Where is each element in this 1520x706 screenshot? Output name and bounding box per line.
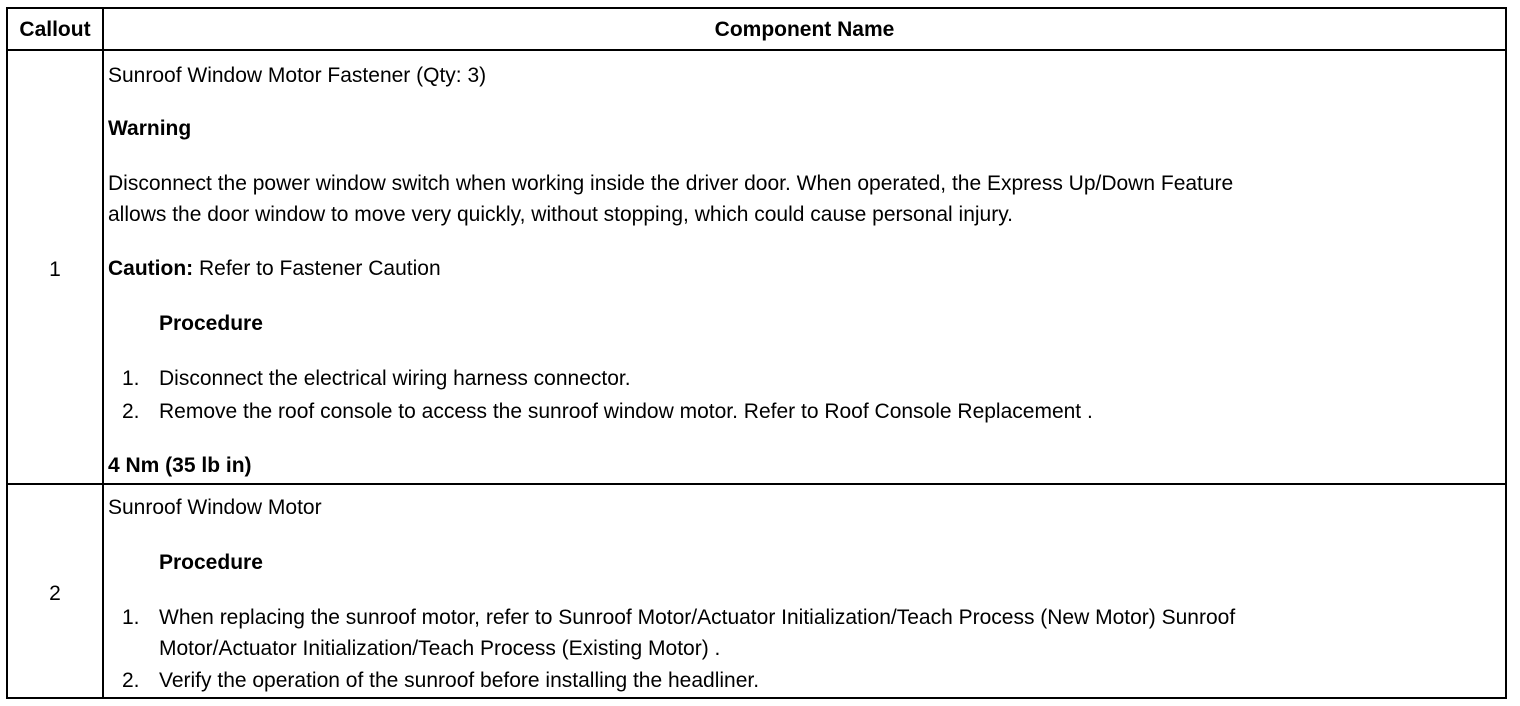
row-2-title: Sunroof Window Motor — [108, 496, 322, 519]
header-divider — [8, 49, 1505, 51]
header-callout: Callout — [19, 18, 91, 41]
caution-line — [108, 253, 441, 284]
row-1-step-1-number: 1. — [122, 367, 140, 390]
warning-text-line-2: allows the door window to move very quickly, without stopping, which could cause personal injury. — [108, 203, 1014, 226]
row-2-step-1-text-line-1: When replacing the sunroof motor, refer to Sunroof Motor/Actuator Initialization/Teach Process (New Motor) Sunroof — [159, 606, 1236, 629]
row-2-step-2-number: 2. — [122, 669, 140, 692]
row-1-step-1-text: Disconnect the electrical wiring harness connector. — [159, 367, 631, 390]
warning-text-line-1: Disconnect the power window switch when working inside the driver door. When operated, the Express Up/Down Feature — [108, 172, 1234, 195]
warning-heading: Warning — [108, 117, 192, 140]
components-table — [6, 7, 1507, 699]
row-1-title: Sunroof Window Motor Fastener (Qty: 3) — [108, 64, 487, 87]
row-1-step-2-text: Remove the roof console to access the sunroof window motor. Refer to Roof Console Replacement . — [159, 400, 1093, 423]
header-component-name: Component Name — [714, 18, 895, 41]
row-divider — [8, 483, 1505, 485]
row-2-step-1-text-line-2: Motor/Actuator Initialization/Teach Process (Existing Motor) . — [159, 637, 721, 660]
column-divider — [102, 9, 104, 697]
row-2-procedure-heading: Procedure — [159, 551, 263, 574]
row-1-step-2-number: 2. — [122, 400, 140, 423]
caution-text: Refer to Fastener Caution — [199, 257, 441, 280]
row-2-callout: 2 — [49, 582, 61, 605]
row-2-step-2-text: Verify the operation of the sunroof before installing the headliner. — [159, 669, 760, 692]
row-2-step-1-number: 1. — [122, 606, 140, 629]
row-1-callout: 1 — [49, 258, 61, 281]
caution-label: Caution: — [108, 257, 194, 280]
row-1-procedure-heading: Procedure — [159, 312, 263, 335]
torque-spec: 4 Nm (35 lb in) — [108, 454, 252, 477]
